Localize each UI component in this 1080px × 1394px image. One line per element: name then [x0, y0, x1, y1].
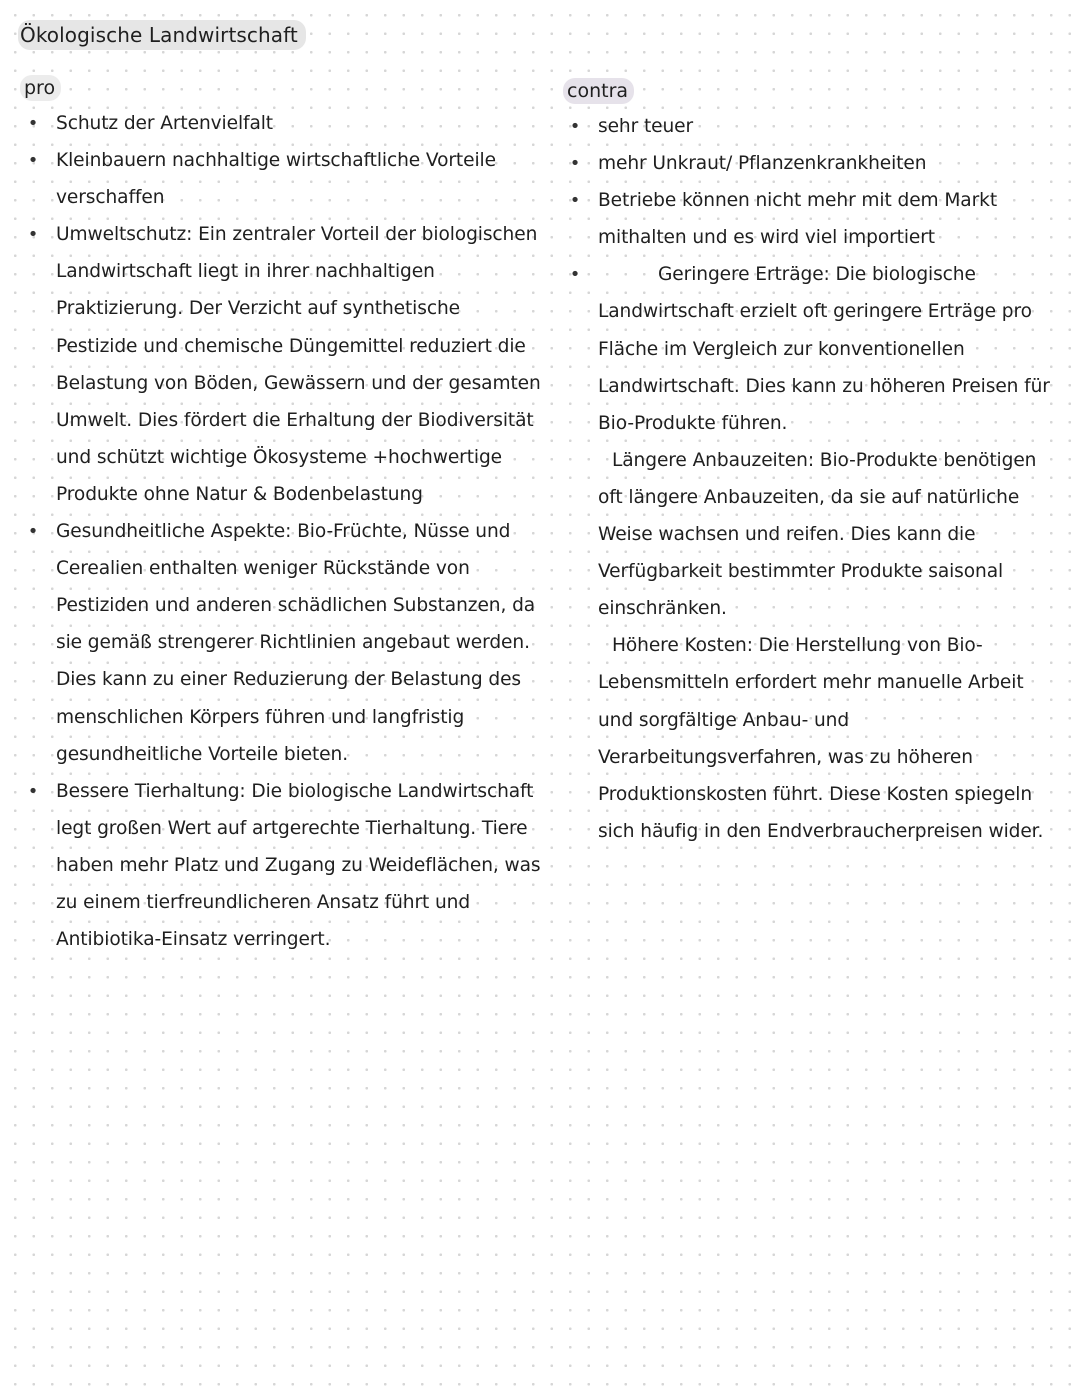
list-item — [27, 216, 544, 513]
list-item — [27, 513, 544, 773]
pro-list — [27, 105, 544, 958]
contra-item-text: Geringere Erträge: Die biologische Landwirtschaft erzielt oft geringere Erträge pro Fläche im Vergleich zur konventionellen Landwirtschaft. Dies kann zu höheren Preisen für Bio-Produkte führen. — [598, 264, 1050, 434]
list-item — [27, 142, 544, 216]
bullet-icon: • — [569, 153, 581, 175]
page-title: Ökologische Landwirtschaft — [18, 20, 306, 50]
bullet-icon: • — [569, 116, 581, 137]
bullet-icon: • — [569, 264, 581, 286]
bullet-icon: • — [27, 113, 39, 134]
contra-item-text: sehr teuer — [598, 116, 694, 137]
pro-item-text: Umweltschutz: Ein zentraler Vorteil der biologischen Landwirtschaft liegt in ihrer nachhaltigen Praktizierung. Der Verzicht auf synthetische Pestizide und chemische Düngemittel reduziert die Belastung von Böden, Gewässern und der gesamten Umwelt. Dies fördert die Erhaltung der Biodiversität und schützt wichtige Ökosysteme +hochwertige Produkte ohne Natur & Bodenbelastung — [56, 224, 541, 505]
bullet-icon: • — [569, 190, 581, 212]
contra-item-text: Betriebe können nicht mehr mit dem Markt mithalten und es wird viel importiert — [598, 190, 998, 249]
contra-list — [569, 108, 1064, 850]
contra-paragraph — [598, 442, 1064, 627]
bullet-icon: • — [27, 224, 39, 246]
list-item — [27, 105, 544, 142]
bullet-icon: • — [27, 780, 39, 802]
bullet-icon: • — [27, 150, 39, 172]
contra-paragraph-text: Längere Anbauzeiten: Bio-Produkte benötigen oft längere Anbauzeiten, da sie auf natürliche Weise wachsen und reifen. Dies kann die Verfügbarkeit bestimmter Produkte saisonal einschränken. — [598, 449, 1037, 620]
list-item — [27, 773, 544, 958]
contra-paragraph — [598, 627, 1064, 850]
contra-item-text: mehr Unkraut/ Pflanzenkrankheiten — [598, 153, 927, 175]
bullet-icon: • — [27, 521, 39, 543]
contra-paragraph-text: Höhere Kosten: Die Herstellung von Bio-Lebensmitteln erfordert mehr manuelle Arbeit und sorgfältige Anbau- und Verarbeitungsverfahren, was zu höheren Produktionskosten führt. Diese Kosten spiegeln sich häufig in den Endverbraucherpreisen wider. — [598, 635, 1044, 842]
list-item — [569, 108, 1064, 145]
pro-item-text: Bessere Tierhaltung: Die biologische Landwirtschaft legt großen Wert auf artgerechte Tierhaltung. Tiere haben mehr Platz und Zugang zu Weideflächen, was zu einem tierfreundlicheren Ansatz führt und Antibiotika-Einsatz verringert. — [56, 780, 541, 951]
pro-item-text: Gesundheitliche Aspekte: Bio-Früchte, Nüsse und Cerealien enthalten weniger Rückstände von Pestiziden und anderen schädlichen Substanzen, da sie gemäß strengerer Richtlinien angebaut werden. Dies kann zu einer Reduzierung der Belastung des menschlichen Körpers führen und langfristig gesundheitliche Vorteile bieten. — [56, 521, 536, 765]
list-item — [569, 256, 1064, 441]
list-item — [569, 145, 1064, 182]
pro-heading: pro — [20, 75, 61, 101]
contra-heading: contra — [563, 78, 634, 104]
pro-item-text: Schutz der Artenvielfalt — [56, 113, 274, 134]
list-item — [569, 182, 1064, 256]
pro-item-text: Kleinbauern nachhaltige wirtschaftliche Vorteile verschaffen — [56, 150, 496, 209]
